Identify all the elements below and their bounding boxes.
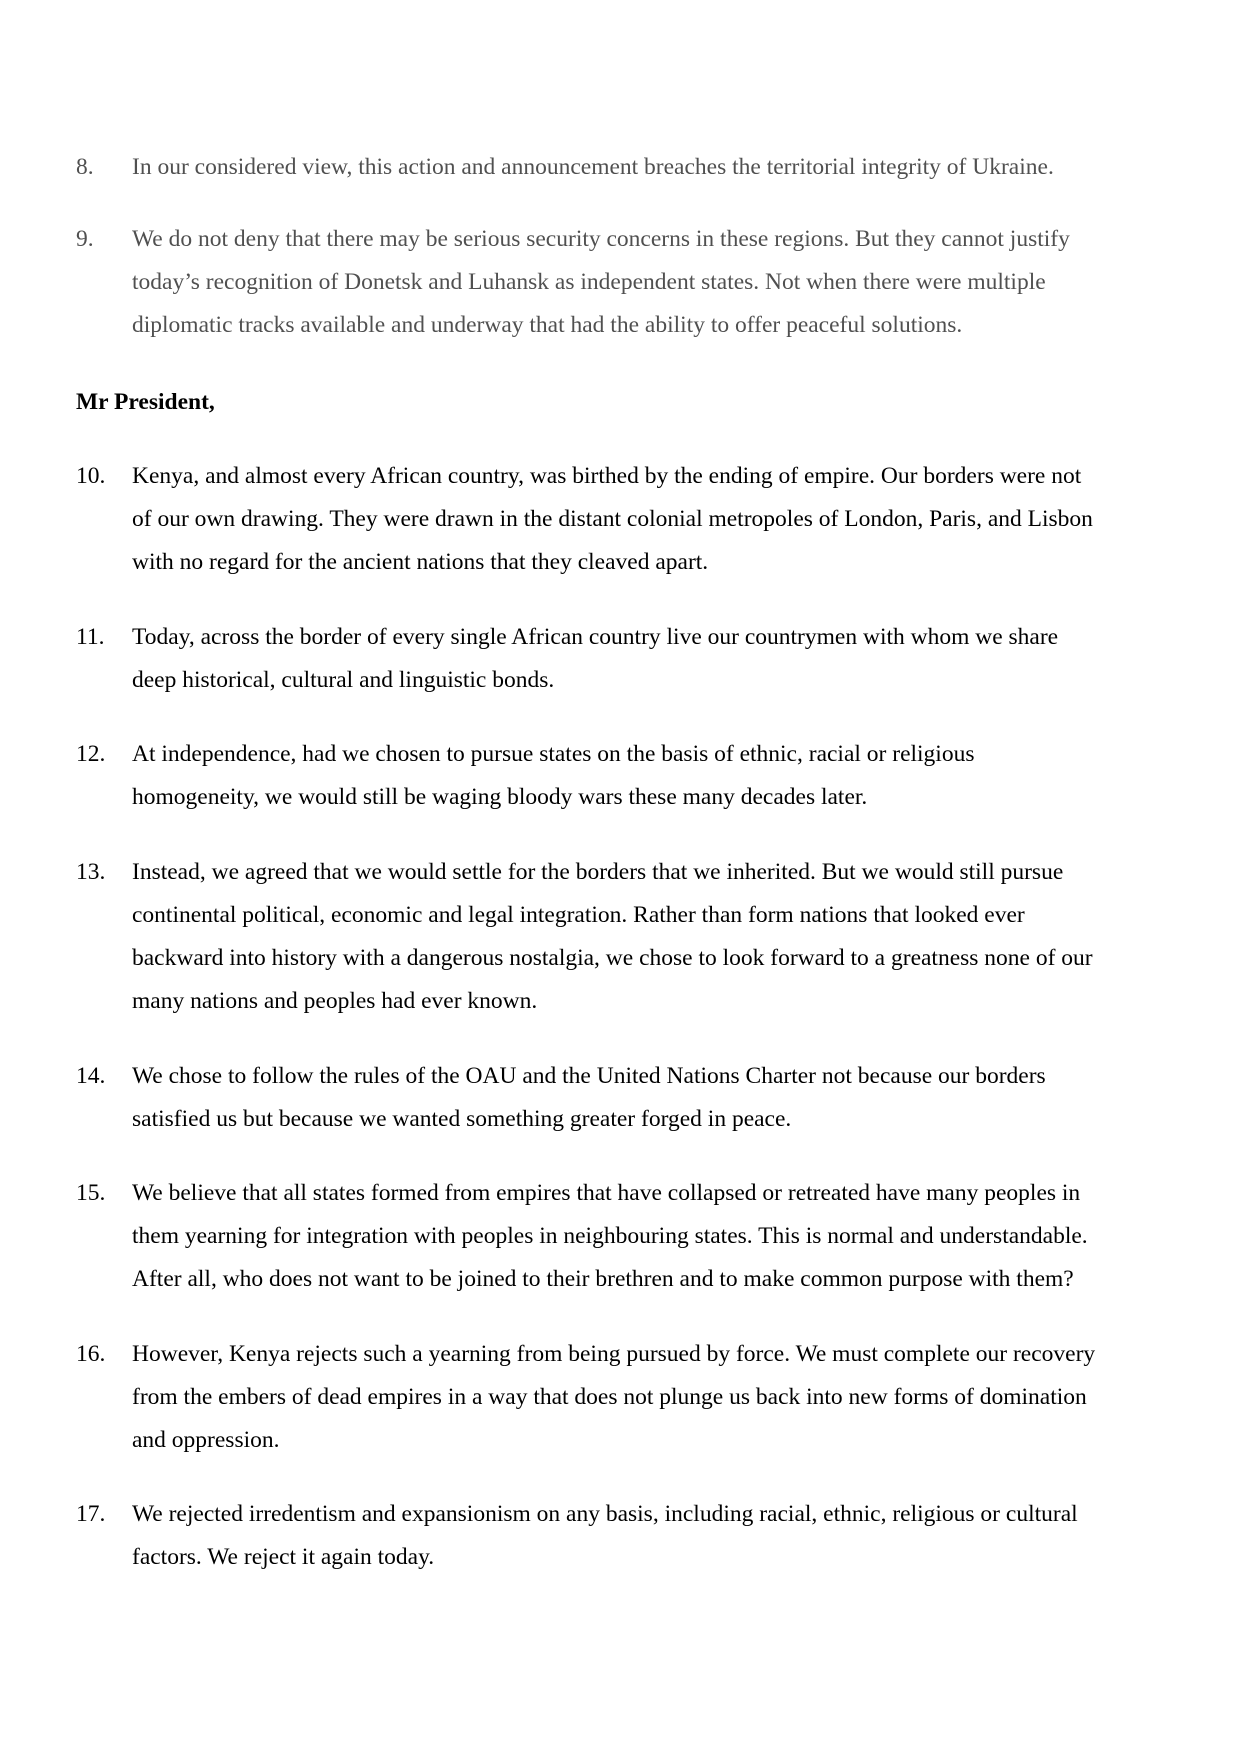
- paragraph-text: We believe that all states formed from empires that have collapsed or retreated have many peoples in them yearning for integration with peoples in neighbouring states. This is normal and understandable. After all, who does not want to be joined to their brethren and to make common purpose with them?: [132, 1180, 1088, 1292]
- paragraph-text: At independence, had we chosen to pursue states on the basis of ethnic, racial or religious homogeneity, we would still be waging bloody wars these many decades later.: [132, 741, 975, 810]
- paragraph-10: [76, 455, 1176, 584]
- paragraph-number: 9.: [76, 226, 94, 252]
- paragraph-17: [76, 1493, 1176, 1579]
- paragraph-11: [76, 616, 1176, 702]
- paragraph-number: 11.: [76, 624, 105, 650]
- paragraph-number: 10.: [76, 463, 106, 489]
- paragraph-text: However, Kenya rejects such a yearning from being pursued by force. We must complete our recovery from the embers of dead empires in a way that does not plunge us back into new forms of domination and oppression.: [132, 1341, 1096, 1453]
- paragraph-number: 15.: [76, 1180, 106, 1206]
- paragraph-text: We rejected irredentism and expansionism on any basis, including racial, ethnic, religious or cultural factors. We reject it again today.: [132, 1501, 1078, 1570]
- paragraph-16: [76, 1333, 1176, 1462]
- paragraph-12: [76, 733, 1176, 819]
- paragraph-9: [76, 218, 1176, 347]
- paragraph-15: [76, 1172, 1176, 1301]
- paragraph-number: 16.: [76, 1341, 106, 1367]
- paragraph-14: [76, 1055, 1176, 1141]
- paragraph-text: We chose to follow the rules of the OAU and the United Nations Charter not because our borders satisfied us but because we wanted something greater forged in peace.: [132, 1063, 1046, 1132]
- paragraph-13: [76, 851, 1176, 1023]
- paragraph-text: Kenya, and almost every African country, was birthed by the ending of empire. Our borders were not of our own drawing. They were drawn in the distant colonial metropoles of London, Paris, and Lisbon with no regard for the ancient nations that they cleaved apart.: [132, 463, 1093, 575]
- paragraph-number: 8.: [76, 154, 94, 180]
- paragraph-number: 17.: [76, 1501, 106, 1527]
- paragraph-text: Instead, we agreed that we would settle for the borders that we inherited. But we would still pursue continental political, economic and legal integration. Rather than form nations that looked ever backward into history with a dangerous nostalgia, we chose to look forward to a greatness none of our many nations and peoples had ever known.: [132, 859, 1093, 1014]
- paragraph-text: We do not deny that there may be serious security concerns in these regions. But they cannot justify today’s recognition of Donetsk and Luhansk as independent states. Not when there were multiple diplomatic tracks available and underway that had the ability to offer peaceful solutions.: [132, 226, 1070, 338]
- paragraph-number: 14.: [76, 1063, 106, 1089]
- paragraph-8: [76, 146, 1176, 189]
- paragraph-number: 13.: [76, 859, 106, 885]
- paragraph-text: Today, across the border of every single African country live our countrymen with whom we share deep historical, cultural and linguistic bonds.: [132, 624, 1059, 693]
- paragraph-number: 12.: [76, 741, 106, 767]
- section-heading: Mr President,: [76, 389, 215, 415]
- paragraph-text: In our considered view, this action and announcement breaches the territorial integrity of Ukraine.: [132, 154, 1054, 180]
